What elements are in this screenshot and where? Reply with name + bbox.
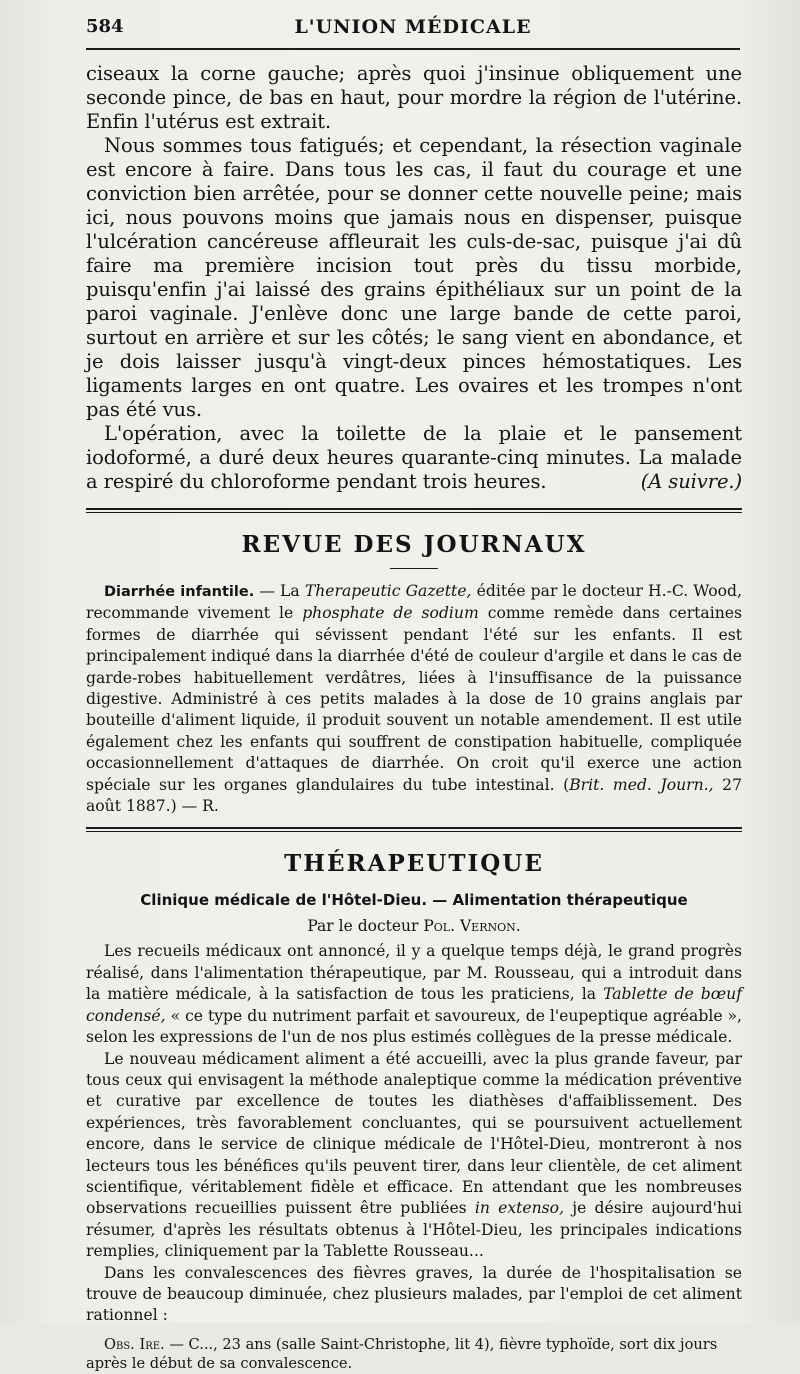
article-title: Clinique médicale de l'Hôtel-Dieu. — Alimentation thérapeutique bbox=[140, 891, 688, 910]
revue-text-2: éditée par le docteur H.-C. Wood, recommande vivement le bbox=[86, 582, 742, 623]
therapeutique-section-title: THÉRAPEUTIQUE bbox=[284, 850, 544, 878]
revue-text-4: 27 août 1887.) — R. bbox=[86, 775, 742, 816]
revue-section-title: REVUE DES JOURNAUX bbox=[241, 531, 587, 558]
observation-text: — C..., 23 ans (salle Saint-Christophe, lit 4), fièvre typhoïde, sort dix jours après le début de sa convalescence. bbox=[86, 1335, 718, 1373]
p1-text-b: « ce type du nutriment parfait et savoureux, de l'eupeptique agréable », selon les expressions de l'un de nos plus estimés collègues de la presse médicale. bbox=[86, 1006, 742, 1047]
continuation-paragraph-2: Nous sommes tous fatigués; et cependant, la résection vaginale est encore à faire. Dans tous les cas, il faut du courage et une conviction bien arrêtée, pour se donner cette nouvelle peine; mais ici, nous pouvons moins que jamais nous en dispenser, puisque l'ulcération cancéreuse affleurait les culs-de-sac, puisque j'ai dû faire ma première incision tout près du tissu morbide, puisqu'enfin j'ai laissé des grains épithéliaux sur un point de la paroi vaginale. J'enlève donc une large bande de cette paroi, surtout en arrière et sur les côtés; le sang vient en abondance, et je dois laisser jusqu'à vingt-deux pinces hémostatiques. Les ligaments larges en ont quatre. Les ovaires et les trompes n'ont pas été vus. bbox=[86, 134, 742, 421]
therapeutique-paragraph-3: Dans les convalescences des fièvres graves, la durée de l'hospitalisation se trouve de beaucoup diminuée, chez plusieurs malades, par l'emploi de cet aliment rationnel : bbox=[86, 1263, 742, 1325]
page-header bbox=[86, 14, 740, 50]
byline bbox=[86, 917, 742, 935]
continuation-paragraph-3-text: L'opération, avec la toilette de la plaie et le pansement iodoformé, a duré deux heures quarante-cinq minutes. La malade a respiré du chloroforme pendant trois heures. bbox=[86, 422, 742, 493]
product-name: Tablette de bœuf condensé, bbox=[86, 985, 742, 1025]
p1-text-a: Les recueils médicaux ont annoncé, il y a quelque temps déjà, le grand progrès réalisé, dans l'alimentation thérapeutique, par M. Rousseau, qui a introduit dans la matière médicale, à la satisfaction de tous les praticiens, la bbox=[86, 942, 742, 1004]
in-extenso: in extenso, bbox=[474, 1199, 565, 1218]
continuation-paragraph-1: ciseaux la corne gauche; après quoi j'insinue obliquement une seconde pince, de bas en haut, pour mordre la région de l'utérine. Enfin l'utérus est extrait. bbox=[86, 62, 742, 133]
article-body bbox=[86, 62, 742, 1374]
observation-heading: Obs. Ire. bbox=[104, 1335, 165, 1353]
running-title: L'UNION MÉDICALE bbox=[294, 16, 532, 38]
byline-prefix: Par le docteur bbox=[307, 917, 424, 936]
source-citation: Brit. med. Journ., bbox=[569, 775, 714, 794]
continuation-paragraph-3 bbox=[86, 422, 742, 494]
p2-text-b: je désire aujourd'hui résumer, d'après les résultats obtenus à l'Hôtel-Dieu, les principales indications remplies, cliniquement par la Tablette Rousseau... bbox=[86, 1199, 742, 1261]
section-divider bbox=[86, 508, 742, 513]
revue-paragraph bbox=[86, 581, 742, 817]
header-rule bbox=[86, 48, 740, 50]
p2-text-a: Le nouveau médicament aliment a été accueilli, avec la plus grande faveur, par tous ceux qui envisagent la méthode analeptique comme la médication préventive et curative par excellence de toutes les diathèses d'affaiblissement. Des expériences, très favorablement concluantes, qui se poursuivent actuellement encore, dans le service de clinique médicale de l'Hôtel-Dieu, montreront à nos lecteurs tous les bénéfices qu'ils peuvent tirer, dans leur clientèle, de cet aliment scientifique, véritablement fidèle et efficace. En attendant que les nombreuses observations recueillies puissent être publiées bbox=[86, 1049, 742, 1218]
page-number: 584 bbox=[86, 16, 124, 37]
revue-text-1: — La bbox=[254, 582, 305, 600]
therapeutique-paragraph-2 bbox=[86, 1049, 742, 1263]
section-divider bbox=[86, 827, 742, 832]
drug-name: phosphate de sodium bbox=[302, 604, 479, 623]
author-name: Pol. Vernon. bbox=[423, 917, 521, 936]
observation bbox=[86, 1335, 742, 1374]
revue-runin-heading: Diarrhée infantile. bbox=[104, 584, 255, 600]
short-rule bbox=[390, 568, 438, 569]
revue-text-3: comme remède dans certaines formes de diarrhée qui sévissent pendant l'été sur les enfants. Il est principalement indiqué dans la diarrhée d'été de couleur d'argile et dans le cas de garde-robes habituellement verdâtres, liées à l'insuffisance de la puissance digestive. Administré à ces petits malades à la dose de 10 grains anglais par bouteille d'aliment liquide, il produit souvent un notable amendement. Il est utile également chez les enfants qui souffrent de constipation habituelle, compliquée occasionnellement d'attaques de diarrhée. On croit qu'il exerce une action spéciale sur les organes glandulaires du tube intestinal. ( bbox=[86, 604, 742, 794]
journal-name: Therapeutic Gazette, bbox=[304, 582, 472, 600]
therapeutique-paragraph-1 bbox=[86, 941, 742, 1048]
a-suivre: (A suivre.) bbox=[640, 470, 742, 493]
